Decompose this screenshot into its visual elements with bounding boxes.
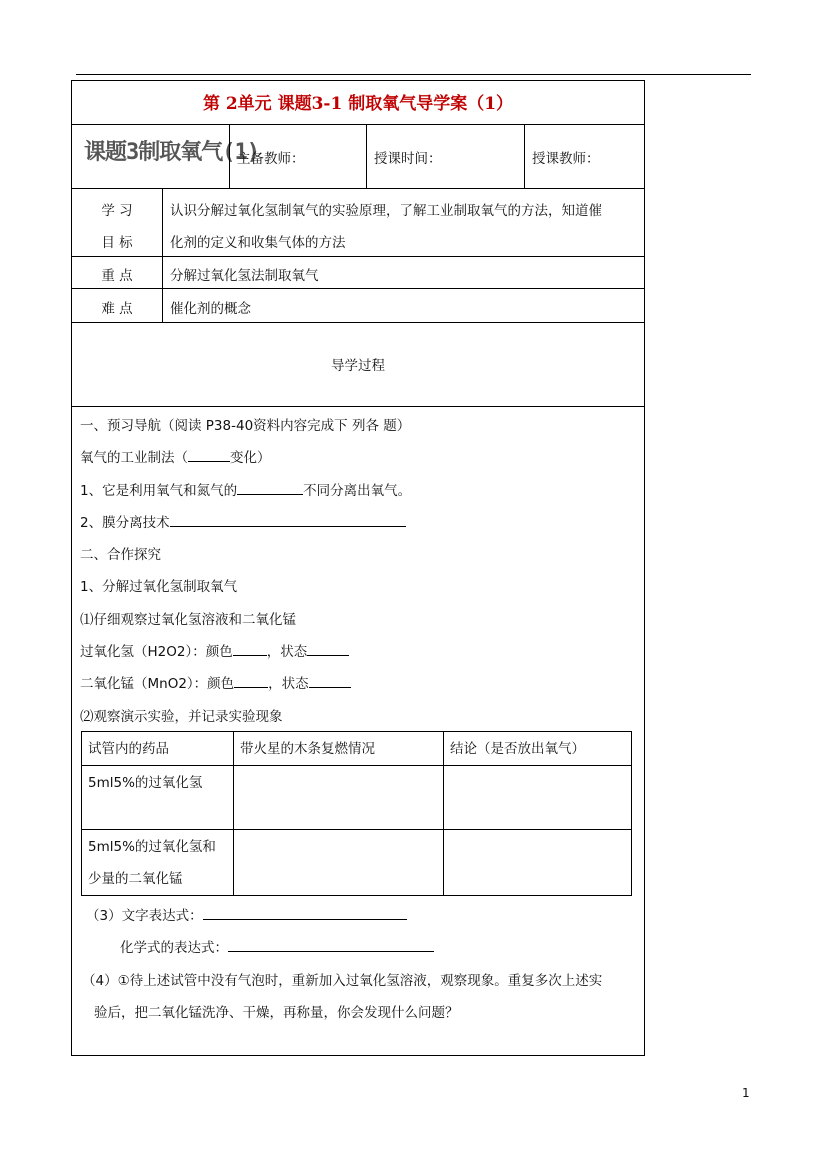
answer-blank[interactable] [237,480,303,495]
table-cell-line-1: 5ml5%的过氧化氢和 [88,839,216,855]
answer-blank[interactable] [170,512,406,527]
page-title: 第 2单元 课题3-1 制取氧气导学案（1） [202,94,514,114]
answer-blank[interactable] [234,673,268,688]
table-cell-blank[interactable] [234,830,444,896]
goals-label-1: 学 习 [101,203,133,219]
industrial-method-line [80,446,271,466]
answer-blank[interactable] [203,905,407,920]
h2o2-line [80,640,349,660]
question-2-line [80,511,406,531]
table-cell-line-2: 少量的二氧化锰 [88,871,183,887]
difficulty-text: 催化剂的概念 [170,301,251,317]
table-cell-blank[interactable] [444,766,632,830]
question-4-line-1: （4）①待上述试管中没有气泡时，重新加入过氧化氢溶液，观察现象。重复多次上述实 [82,973,603,989]
formula-equation-line [120,936,434,956]
observe-step-1: ⑴仔细观察过氧化氢溶液和二氧化锰 [80,612,296,628]
mno2-line [80,672,351,692]
question-1-text: 1、它是利用氧气和氮气的 [80,483,238,499]
industrial-method-text-end: 变化） [230,450,271,466]
cooperation-heading: 二、合作探究 [80,547,161,563]
word-equation-text: （3）文字表达式： [86,908,203,924]
difficulty-row [72,289,644,323]
industrial-method-text: 氧气的工业制法（ [80,450,188,466]
answer-blank[interactable] [307,641,349,656]
class-time-label: 授课时间： [374,151,442,167]
difficulty-label: 难 点 [101,301,133,317]
table-cell-blank[interactable] [234,766,444,830]
table-cell-blank[interactable] [444,830,632,896]
process-title: 导学过程 [331,358,385,374]
header-row [72,125,644,189]
table-header: 带火星的木条复燃情况 [234,732,444,766]
mno2-state-text: ，状态 [268,676,309,692]
goals-text-line-1: 认识分解过氧化氢制氧气的实验原理，了解工业制取氧气的方法，知道催 [170,203,602,219]
page-number: 1 [742,1086,750,1100]
h2o2-color-text: 过氧化氢（H2O2）：颜色 [80,644,233,660]
answer-blank[interactable] [309,673,351,688]
table-cell: 5ml5%的过氧化氢 [82,766,234,830]
h2o2-state-text: ，状态 [266,644,308,660]
key-points-row [72,257,644,289]
key-points-label: 重 点 [101,268,133,284]
title-row [72,81,644,125]
question-1-text-end: 不同分离出氧气。 [303,483,412,499]
answer-blank[interactable] [233,641,267,656]
experiment-heading: 1、分解过氧化氢制取氧气 [80,579,238,595]
answer-blank[interactable] [228,937,434,952]
top-rule [76,74,751,75]
question-2-text: 2、膜分离技术 [80,515,170,531]
table-cell [82,830,234,896]
worksheet-table [71,80,645,1056]
question-4-line-2: 验后，把二氧化锰洗净、干燥，再称量，你会发现什么问题？ [94,1005,459,1021]
answer-blank[interactable] [188,447,230,462]
lesson-stamp-image: 课题3制取氧气(1) [84,140,259,165]
word-equation-line [86,904,407,924]
goals-text-line-2: 化剂的定义和收集气体的方法 [170,235,346,251]
lead-teacher-label: 主备教师： [237,151,305,167]
question-1-line [80,479,411,499]
process-title-row [72,323,644,407]
mno2-color-text: 二氧化锰（MnO2）：颜色 [80,676,235,692]
formula-equation-text: 化学式的表达式： [120,940,228,956]
key-points-text: 分解过氧化氢法制取氧气 [170,268,319,284]
preview-heading: 一、预习导航（阅读 P38-40资料内容完成下 列各 题） [80,418,411,434]
table-header: 结论（是否放出氧气） [444,732,632,766]
goals-row [72,189,644,257]
table-header: 试管内的药品 [82,732,234,766]
observation-table [81,731,632,896]
observe-step-2: ⑵观察演示实验，并记录实验现象 [80,709,283,725]
teacher-label: 授课教师： [532,151,600,167]
goals-label-2: 目 标 [101,235,133,251]
